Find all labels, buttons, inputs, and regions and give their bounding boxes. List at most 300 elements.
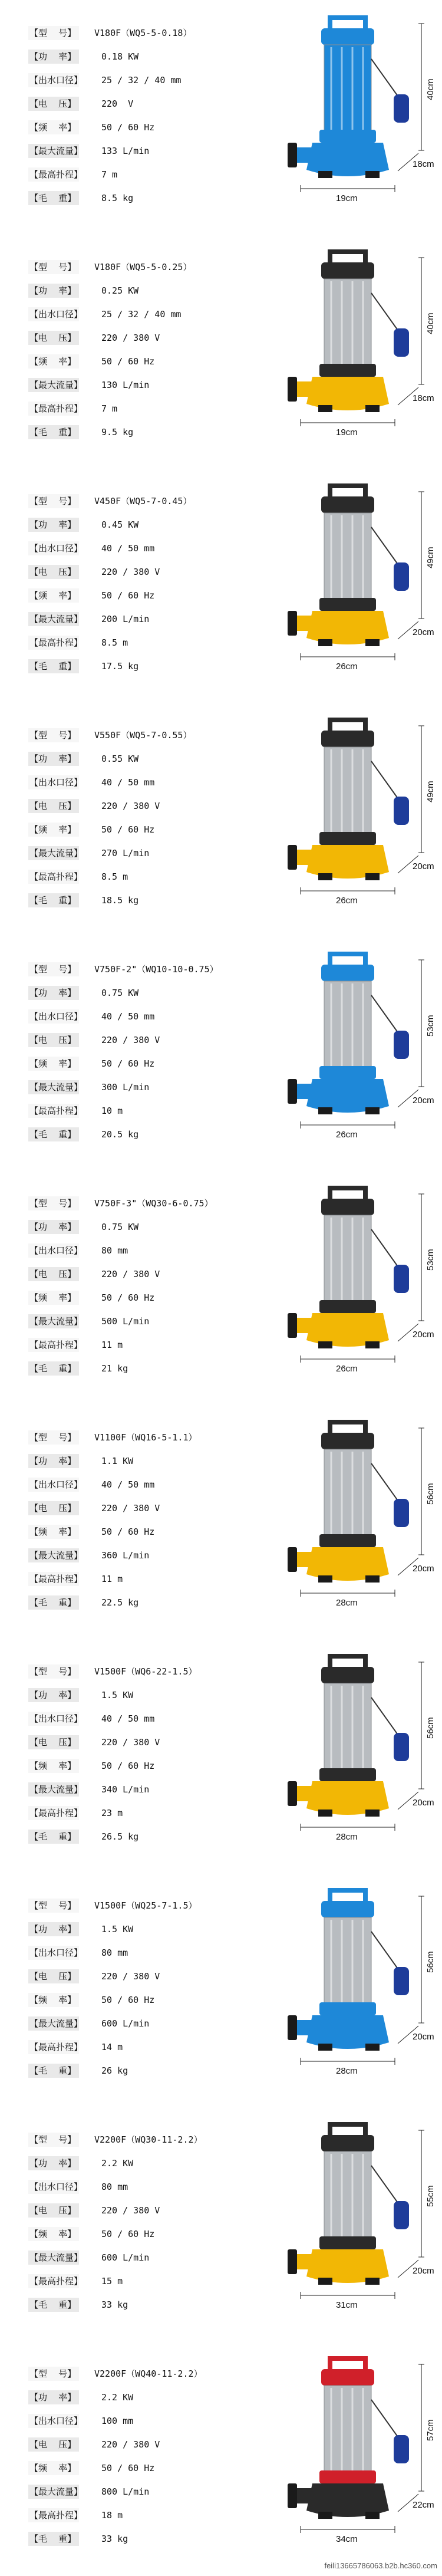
float-cable [371,995,401,1037]
spec-label-freq: 【频 率】 [29,1058,77,1069]
spec-row-voltage [28,92,273,116]
spec-label-voltage: 【电 压】 [29,1035,77,1045]
outlet-pipe-shape [295,1084,316,1099]
spec-value-outlet: 40 / 50 mm [101,1011,155,1022]
outlet-pipe-shape [295,381,316,397]
product-block [0,1639,442,1873]
spec-row-flow [28,2246,273,2269]
spec-label-outlet: 【出水口径】 [29,1713,83,1724]
outlet-pipe-shape [295,2020,316,2035]
spec-value-power: 1.5 KW [101,1690,134,1700]
outlet-flange-shape [288,2249,297,2274]
dimension-depth: 22cm [413,2500,434,2510]
spec-value-model: V180F（WQ5-5-0.18） [94,28,192,38]
outlet-flange-shape [288,2015,297,2040]
pump-illustration [277,246,442,468]
dimension-width: 28cm [336,1598,358,1608]
spec-label-flow: 【最大流量】 [29,380,83,390]
spec-label-weight: 【毛 重】 [29,2534,77,2544]
spec-label-voltage: 【电 压】 [29,1971,77,1982]
spec-row-head [28,631,273,654]
spec-label-model: 【型 号】 [29,1198,77,1209]
pump-illustration [277,2118,442,2341]
pump-image [277,2353,442,2575]
spec-value-head: 7 m [101,169,118,180]
spec-label-outlet: 【出水口径】 [29,2182,83,2192]
product-block [0,936,442,1170]
foot-shape [318,2512,332,2519]
dimension-height: 49cm [425,547,436,568]
spec-label-power: 【功 率】 [29,988,77,998]
spec-value-freq: 50 / 60 Hz [101,356,155,367]
spec-label-freq: 【频 率】 [29,2463,77,2473]
spec-label-outlet: 【出水口径】 [29,309,83,320]
spec-table [28,723,273,912]
spec-value-head: 8.5 m [101,871,128,882]
spec-table [28,255,273,444]
spec-row-voltage [28,1262,273,1286]
spec-value-flow: 600 L/min [101,2252,150,2263]
foot-shape [365,639,380,646]
spec-label-model: 【型 号】 [29,2134,77,2145]
foot-shape [318,1341,332,1348]
spec-label-voltage: 【电 压】 [29,98,77,109]
spec-row-weight [28,186,273,210]
spec-label-head: 【最高扑程】 [29,169,83,180]
spec-label-flow: 【最大流量】 [29,2252,83,2263]
spec-label-model: 【型 号】 [29,730,77,741]
spec-label-flow: 【最大流量】 [29,2018,83,2029]
spec-value-model: V750F-3"（WQ30-6-0.75） [94,1198,213,1209]
spec-table [28,2362,273,2551]
spec-value-outlet: 100 mm [101,2416,134,2426]
spec-value-freq: 50 / 60 Hz [101,1526,155,1537]
outlet-flange-shape [288,1781,297,1806]
handle-shape [330,1656,365,1668]
foot-shape [365,1810,380,1817]
spec-row-voltage [28,560,273,584]
dimension-depth: 20cm [413,2032,434,2042]
spec-row-power [28,279,273,302]
spec-value-outlet: 40 / 50 mm [101,1713,155,1724]
spec-row-power [28,1449,273,1473]
spec-row-flow [28,373,273,397]
handle-shape [330,2124,365,2136]
pump-collar-shape [319,1534,376,1547]
spec-label-head: 【最高扑程】 [29,2276,83,2287]
pump-collar-shape [319,364,376,377]
pump-image [277,1650,442,1873]
spec-value-voltage: 220 / 380 V [101,801,160,811]
pump-collar-shape [319,1066,376,1079]
pump-illustration [277,1182,442,1404]
spec-row-freq [28,584,273,607]
spec-label-freq: 【频 率】 [29,122,77,133]
spec-value-power: 0.18 KW [101,51,139,62]
pump-illustration [277,714,442,936]
spec-row-weight [28,654,273,678]
spec-label-voltage: 【电 压】 [29,1269,77,1279]
outlet-pipe-shape [295,616,316,631]
spec-label-outlet: 【出水口径】 [29,1011,83,1022]
spec-row-power [28,1683,273,1707]
product-block [0,702,442,936]
dimension-height: 57cm [425,2419,436,2441]
spec-value-outlet: 40 / 50 mm [101,777,155,788]
spec-label-voltage: 【电 压】 [29,1737,77,1748]
spec-value-weight: 8.5 kg [101,193,134,203]
dimension-height: 40cm [425,312,436,334]
spec-value-voltage: 220 / 380 V [101,1269,160,1279]
spec-value-power: 0.75 KW [101,1222,139,1232]
spec-label-power: 【功 率】 [29,2158,77,2169]
foot-shape [365,405,380,412]
outlet-pipe-shape [295,2488,316,2503]
foot-shape [365,873,380,880]
foot-shape [365,2278,380,2285]
spec-row-flow [28,139,273,163]
handle-shape [330,486,365,498]
spec-row-voltage [28,1965,273,1988]
spec-value-voltage: 220 / 380 V [101,2439,160,2450]
spec-value-head: 11 m [101,1340,123,1350]
spec-label-model: 【型 号】 [29,2368,77,2379]
spec-row-head [28,865,273,889]
spec-value-weight: 20.5 kg [101,1129,139,1140]
spec-row-model [28,723,273,747]
dimension-width: 34cm [336,2534,358,2544]
float-switch-shape [394,94,409,123]
spec-row-voltage [28,1731,273,1754]
pump-image [277,1884,442,2107]
spec-value-model: V1500F（WQ6-22-1.5） [94,1666,197,1677]
dimension-width: 26cm [336,1364,358,1374]
foot-shape [318,405,332,412]
spec-label-weight: 【毛 重】 [29,895,77,906]
spec-row-freq [28,1286,273,1310]
pump-illustration [277,1884,442,2107]
float-cable [371,2166,401,2207]
spec-label-flow: 【最大流量】 [29,848,83,858]
spec-table [28,1426,273,1614]
spec-row-freq [28,2456,273,2480]
outlet-flange-shape [288,1313,297,1338]
spec-table [28,2128,273,2317]
spec-label-freq: 【频 率】 [29,590,77,601]
spec-label-model: 【型 号】 [29,262,77,272]
spec-value-outlet: 80 mm [101,1245,128,1256]
spec-row-freq [28,1988,273,2012]
pump-collar-shape [319,598,376,611]
spec-table [28,489,273,678]
spec-label-model: 【型 号】 [29,496,77,506]
spec-label-weight: 【毛 重】 [29,661,77,672]
spec-label-head: 【最高扑程】 [29,1574,83,1584]
spec-value-outlet: 80 mm [101,2182,128,2192]
spec-label-outlet: 【出水口径】 [29,2416,83,2426]
dimension-width: 31cm [336,2300,358,2310]
pump-illustration [277,12,442,234]
spec-row-power [28,747,273,771]
spec-value-power: 0.45 KW [101,519,139,530]
spec-table [28,958,273,1146]
spec-value-head: 15 m [101,2276,123,2287]
spec-row-weight [28,2527,273,2551]
dimension-depth: 20cm [413,1095,434,1106]
spec-row-voltage [28,1496,273,1520]
dimension-width: 19cm [336,193,358,203]
outlet-pipe-shape [295,1786,316,1801]
spec-label-weight: 【毛 重】 [29,1129,77,1140]
float-switch-shape [394,1031,409,1059]
spec-row-weight [28,1591,273,1614]
spec-row-flow [28,1544,273,1567]
spec-value-freq: 50 / 60 Hz [101,2463,155,2473]
product-block [0,1873,442,2107]
spec-row-power [28,2386,273,2409]
outlet-pipe-shape [295,850,316,865]
dimension-height: 56cm [425,1951,436,1973]
spec-label-power: 【功 率】 [29,2392,77,2403]
spec-label-voltage: 【电 压】 [29,1503,77,1514]
dimension-depth: 20cm [413,1798,434,1808]
spec-row-flow [28,2480,273,2503]
spec-value-model: V750F-2"（WQ10-10-0.75） [94,964,219,975]
spec-label-weight: 【毛 重】 [29,193,77,203]
spec-row-flow [28,1075,273,1099]
pump-illustration [277,1650,442,1873]
dimension-depth: 18cm [413,393,434,403]
spec-value-outlet: 80 mm [101,1947,128,1958]
spec-row-voltage [28,2433,273,2456]
spec-row-flow [28,1778,273,1801]
spec-label-voltage: 【电 压】 [29,567,77,577]
spec-value-freq: 50 / 60 Hz [101,1761,155,1771]
spec-row-power [28,45,273,68]
spec-value-head: 11 m [101,1574,123,1584]
spec-row-freq [28,1052,273,1075]
spec-value-voltage: 220 / 380 V [101,1971,160,1982]
spec-label-freq: 【频 率】 [29,1526,77,1537]
spec-label-outlet: 【出水口径】 [29,777,83,788]
spec-label-voltage: 【电 压】 [29,801,77,811]
spec-row-power [28,1917,273,1941]
motor-cap-shape [321,1199,374,1215]
spec-row-freq [28,116,273,139]
spec-value-weight: 26.5 kg [101,1831,139,1842]
spec-label-weight: 【毛 重】 [29,1597,77,1608]
spec-value-weight: 21 kg [101,1363,128,1374]
pump-illustration [277,480,442,702]
spec-table [28,1894,273,2082]
pump-collar-shape [319,2002,376,2015]
spec-value-voltage: 220 V [101,98,134,109]
spec-row-model [28,1660,273,1683]
handle-shape [330,1422,365,1434]
pump-illustration [277,948,442,1170]
spec-table [28,1660,273,1848]
outlet-flange-shape [288,1079,297,1104]
spec-row-model [28,1894,273,1917]
spec-label-outlet: 【出水口径】 [29,75,83,85]
spec-label-model: 【型 号】 [29,28,77,38]
spec-value-head: 14 m [101,2042,123,2052]
spec-value-model: V550F（WQ5-7-0.55） [94,730,192,741]
spec-value-voltage: 220 / 380 V [101,567,160,577]
spec-value-outlet: 25 / 32 / 40 mm [101,309,182,320]
spec-label-outlet: 【出水口径】 [29,543,83,554]
dimension-depth: 20cm [413,1330,434,1340]
pump-collar-shape [319,1300,376,1313]
spec-label-freq: 【频 率】 [29,824,77,835]
spec-value-weight: 9.5 kg [101,427,134,437]
spec-value-power: 0.55 KW [101,754,139,764]
spec-value-model: V450F（WQ5-7-0.45） [94,496,192,506]
pump-image [277,480,442,702]
float-cable [371,1697,401,1739]
product-block [0,234,442,468]
spec-row-head [28,163,273,186]
handle-shape [330,954,365,966]
pump-image [277,246,442,468]
handle-shape [330,720,365,732]
motor-cap-shape [321,1667,374,1683]
motor-cap-shape [321,2369,374,2386]
pump-collar-shape [319,2236,376,2249]
spec-label-weight: 【毛 重】 [29,2299,77,2310]
float-cable [371,1932,401,1973]
spec-value-weight: 26 kg [101,2065,128,2076]
spec-value-outlet: 25 / 32 / 40 mm [101,75,182,85]
spec-row-freq [28,1754,273,1778]
spec-label-outlet: 【出水口径】 [29,1947,83,1958]
motor-cap-shape [321,1433,374,1449]
foot-shape [365,2044,380,2051]
float-cable [371,2400,401,2441]
product-block [0,1404,442,1639]
spec-row-power [28,2151,273,2175]
pump-image [277,12,442,234]
foot-shape [318,1575,332,1583]
spec-label-power: 【功 率】 [29,51,77,62]
spec-value-weight: 17.5 kg [101,661,139,672]
spec-row-outlet [28,1239,273,1262]
spec-value-head: 23 m [101,1808,123,1818]
spec-value-model: V2200F（WQ30-11-2.2） [94,2134,203,2145]
motor-cap-shape [321,2135,374,2151]
spec-row-flow [28,2012,273,2035]
spec-value-freq: 50 / 60 Hz [101,1292,155,1303]
spec-value-weight: 22.5 kg [101,1597,139,1608]
outlet-flange-shape [288,143,297,167]
dimension-width: 19cm [336,427,358,437]
motor-cap-shape [321,1901,374,1917]
outlet-flange-shape [288,377,297,402]
motor-cap-shape [321,496,374,513]
spec-value-freq: 50 / 60 Hz [101,122,155,133]
dimension-width: 28cm [336,2066,358,2076]
spec-row-head [28,1333,273,1357]
dimension-height: 49cm [425,781,436,802]
outlet-flange-shape [288,2483,297,2508]
product-block [0,0,442,234]
dimension-width: 26cm [336,1130,358,1140]
spec-value-flow: 133 L/min [101,146,150,156]
spec-value-weight: 18.5 kg [101,895,139,906]
motor-cap-shape [321,262,374,279]
spec-value-voltage: 220 / 380 V [101,2205,160,2216]
spec-value-flow: 340 L/min [101,1784,150,1795]
spec-row-outlet [28,2175,273,2199]
spec-value-power: 0.25 KW [101,285,139,296]
outlet-pipe-shape [295,1552,316,1567]
spec-row-head [28,1567,273,1591]
spec-row-weight [28,1825,273,1848]
spec-row-weight [28,889,273,912]
spec-label-voltage: 【电 压】 [29,2205,77,2216]
foot-shape [318,639,332,646]
pump-image [277,2118,442,2341]
spec-value-power: 2.2 KW [101,2158,134,2169]
motor-cap-shape [321,965,374,981]
float-switch-shape [394,2435,409,2463]
spec-label-flow: 【最大流量】 [29,1784,83,1795]
spec-value-flow: 600 L/min [101,2018,150,2029]
spec-value-head: 8.5 m [101,637,128,648]
spec-label-flow: 【最大流量】 [29,1082,83,1093]
spec-label-head: 【最高扑程】 [29,403,83,414]
spec-row-voltage [28,326,273,350]
spec-row-voltage [28,794,273,818]
pump-collar-shape [319,832,376,845]
float-cable [371,527,401,568]
spec-value-flow: 130 L/min [101,380,150,390]
spec-row-model [28,21,273,45]
dimension-depth: 20cm [413,861,434,871]
spec-label-freq: 【频 率】 [29,2229,77,2239]
foot-shape [365,1575,380,1583]
handle-shape [330,18,365,29]
spec-value-power: 1.1 KW [101,1456,134,1466]
spec-value-voltage: 220 / 380 V [101,1737,160,1748]
spec-label-freq: 【频 率】 [29,1761,77,1771]
spec-value-weight: 33 kg [101,2534,128,2544]
spec-value-flow: 800 L/min [101,2486,150,2497]
spec-value-model: V2200F（WQ40-11-2.2） [94,2368,203,2379]
dimension-height: 53cm [425,1015,436,1037]
dimension-depth: 20cm [413,627,434,637]
pump-image [277,948,442,1170]
spec-label-head: 【最高扑程】 [29,1808,83,1818]
spec-row-head [28,2503,273,2527]
pump-collar-shape [319,130,376,143]
spec-label-weight: 【毛 重】 [29,1831,77,1842]
float-switch-shape [394,797,409,825]
spec-row-voltage [28,2199,273,2222]
dimension-height: 56cm [425,1717,436,1739]
dimension-height: 40cm [425,78,436,100]
spec-value-freq: 50 / 60 Hz [101,824,155,835]
spec-label-head: 【最高扑程】 [29,2042,83,2052]
spec-label-power: 【功 率】 [29,1456,77,1466]
foot-shape [365,171,380,178]
spec-label-flow: 【最大流量】 [29,2486,83,2497]
spec-value-power: 1.5 KW [101,1924,134,1935]
spec-row-model [28,255,273,279]
spec-label-outlet: 【出水口径】 [29,1479,83,1490]
dimension-width: 26cm [336,896,358,906]
spec-value-outlet: 40 / 50 mm [101,543,155,554]
